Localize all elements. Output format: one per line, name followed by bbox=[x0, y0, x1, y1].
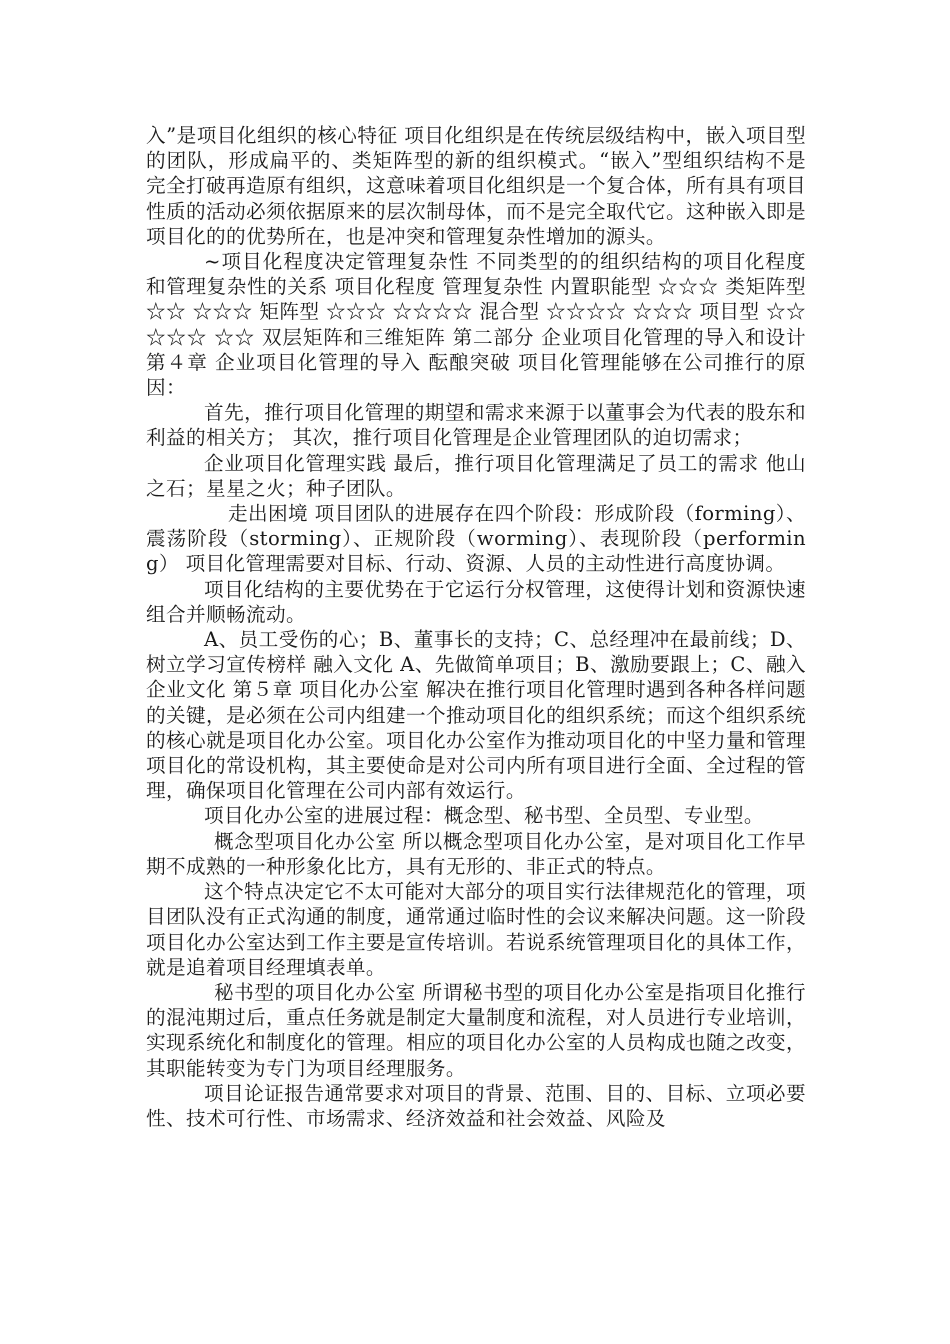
paragraph-feasibility-report: 项目论证报告通常要求对项目的背景、范围、目的、目标、立项必要性、技术可行性、市场需求、经济效益和社会效益、风险及 bbox=[146, 1081, 806, 1130]
paragraph-office-evolution: 项目化办公室的进展过程：概念型、秘书型、全员型、专业型。 bbox=[204, 804, 764, 828]
paragraph-conceptual-characteristics: 这个特点决定它不太可能对大部分的项目实行法律规范化的管理，项目团队没有正式沟通的制度，通常通过临时性的会议来解决问题。这一阶段项目化办公室达到工作主要是宣传培训。若说系统管理项目化的具体工作，就是追着项目经理填表单。 bbox=[146, 880, 806, 979]
paragraph-team-stages: 走出困境 项目团队的进展存在四个阶段：形成阶段（forming）、震荡阶段（storming）、正规阶段（worming）、表现阶段（performing） 项目化管理需要对目标、行动、资源、人员的主动性进行高度协调。 bbox=[146, 502, 806, 576]
paragraph-structure-advantage: 项目化结构的主要优势在于它运行分权管理，这使得计划和资源快速组合并顺畅流动。 bbox=[146, 577, 806, 626]
paragraph-embedded-organization: 入”是项目化组织的核心特征 项目化组织是在传统层级结构中，嵌入项目型的团队，形成扁平的、类矩阵型的新的组织模式。“嵌入”型组织结构不是完全打破再造原有组织，这意味着项目化组织是一个复合体，所有具有项目性质的活动必须依据原来的层次制母体，而不是完全取代它。这种嵌入即是项目化的的优势所在，也是冲突和管理复杂性增加的源头。 bbox=[146, 124, 806, 248]
paragraph-first-second-needs: 首先，推行项目化管理的期望和需求来源于以董事会为代表的股东和利益的相关方； 其次，推行项目化管理是企业管理团队的迫切需求； bbox=[146, 401, 806, 450]
paragraph-secretarial-office: 秘书型的项目化办公室 所谓秘书型的项目化办公室是指项目化推行的混沌期过后，重点任务就是制定大量制度和流程，对人员进行专业培训，实现系统化和制度化的管理。相应的项目化办公室的人员构成也随之改变，其职能转变为专门为项目经理服务。 bbox=[146, 980, 806, 1080]
paragraph-conceptual-office: 概念型项目化办公室 所以概念型项目化办公室，是对项目化工作早期不成熟的一种形象化比方，具有无形的、非正式的特点。 bbox=[146, 829, 806, 878]
paragraph-enterprise-practice: 企业项目化管理实践 最后，推行项目化管理满足了员工的需求 他山之石；星星之火；种子团队。 bbox=[146, 451, 806, 500]
paragraph-project-office-chapter: A、员工受伤的心；B、董事长的支持；C、总经理冲在最前线；D、树立学习宣传榜样 融入文化 A、先做简单项目；B、激励要跟上；C、融入企业文化 第５章 项目化办公室 解决在推行项目化管理时遇到各种各样问题的关键，是必须在公司内组建一个推动项目化的组织系统；而这个组织系统的核心就是项目化办公室。项目化办公室作为推动项目化的中坚力量和管理项目化的常设机构，其主要使命是对公司内所有项目进行全面、全过程的管理，确保项目化管理在公司内部有效运行。 bbox=[146, 628, 806, 803]
document-body bbox=[146, 123, 806, 1131]
paragraph-projectization-complexity: ~项目化程度决定管理复杂性 不同类型的的组织结构的项目化程度和管理复杂性的关系 项目化程度 管理复杂性 内置职能型 ☆☆☆ 类矩阵型 ☆☆ ☆☆☆ 矩阵型 ☆☆☆ ☆☆☆☆ 混合型 ☆☆☆☆ ☆☆☆ 项目型 ☆☆☆☆☆ ☆☆ 双层矩阵和三维矩阵 第二部分 企业项目化管理的导入和设计 第４章 企业项目化管理的导入 酝酿突破 项目化管理能够在公司推行的原因： bbox=[146, 250, 806, 400]
